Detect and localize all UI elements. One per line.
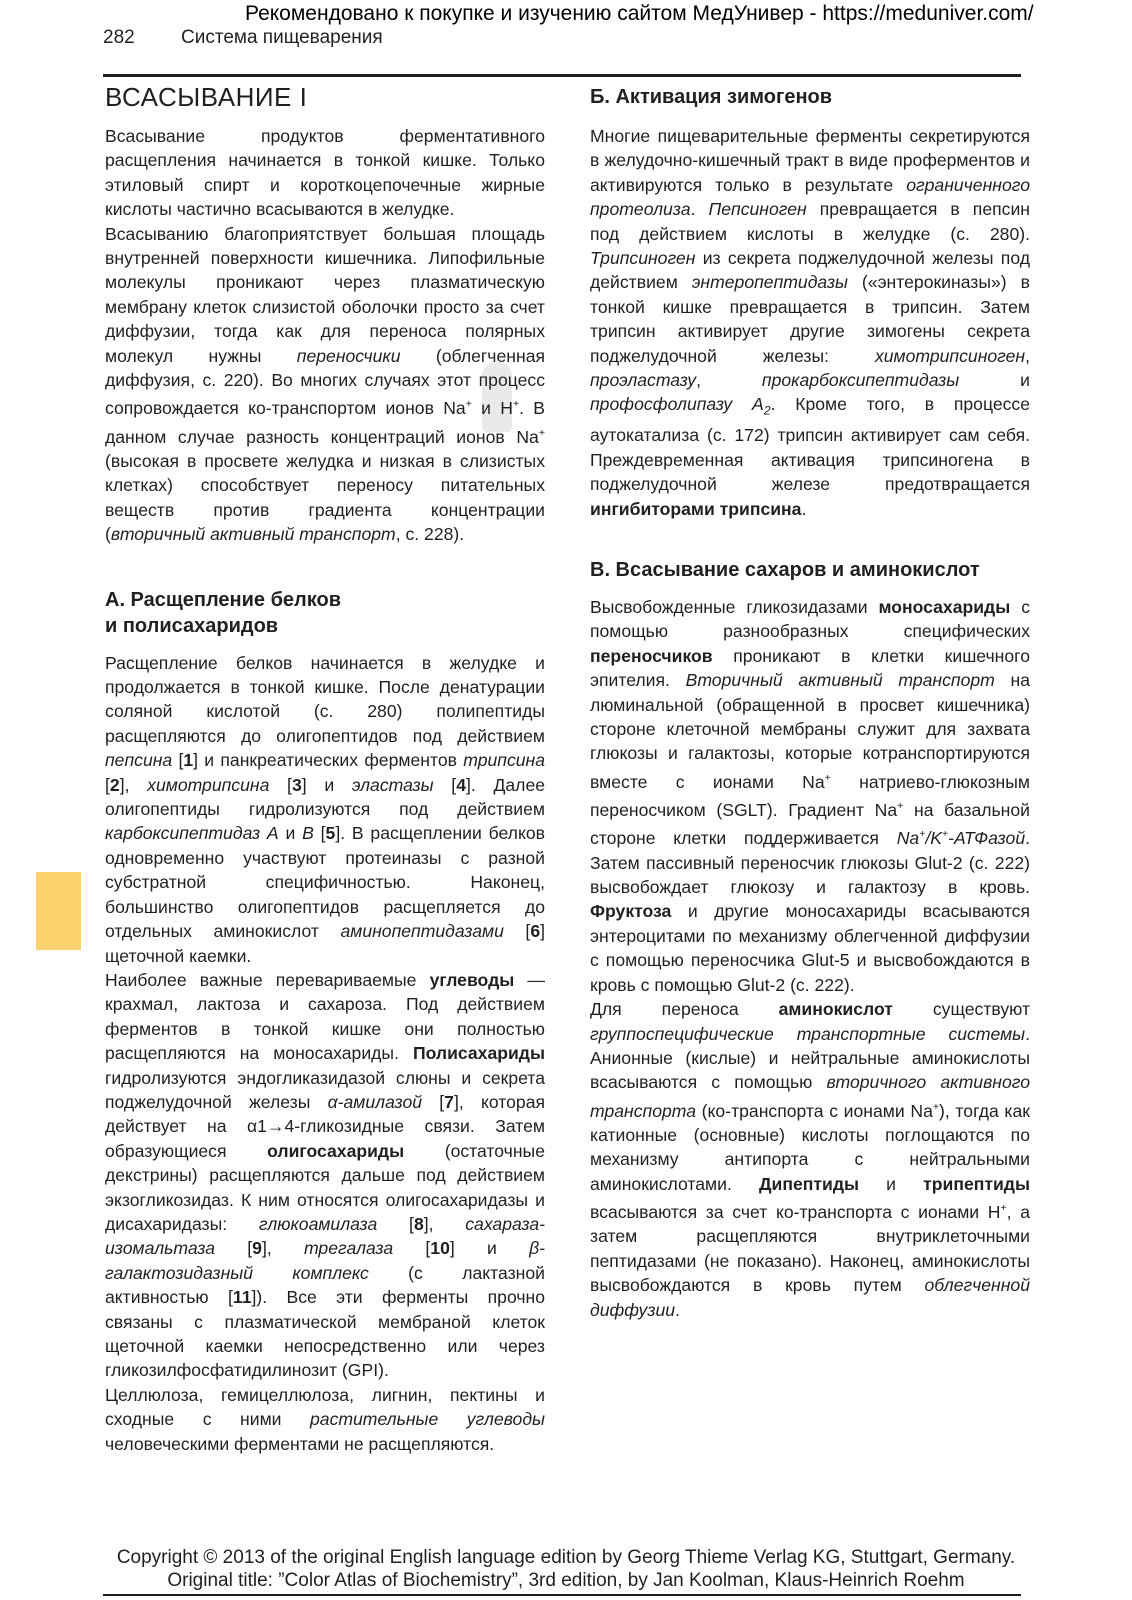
- intro-paragraph-2: Всасыванию благоприятствует большая площадь внутренней поверхности кишечника. Липофильные молекулы проникают через плазматическую мембрану клеток слизистой оболочки просто за счет диффузии, тогда как для переноса полярных молекул нужны переносчики (облегченная диффузия, с. 220). Во многих случаях этот процесс сопровождается ко-транспортом ионов Na+ и H+. В данном случае разность концентраций ионов Na+ (высокая в просвете желудка и низкая в слизистых клетках) способствует переносу питательных веществ против градиента концентрации (вторичный активный транспорт, с. 228).: [105, 223, 546, 545]
- copyright-line-1: Copyright © 2013 of the original English language edition by Georg Thieme Verlag KG, Stuttgart, Germany.: [116, 1547, 1016, 1568]
- intro-paragraph-1: Всасывание продуктов ферментативного расщепления начинается в тонкой кишке. Только этиловый спирт и короткоцепочечные жирные кислоты частично всасываются в желудке.: [105, 126, 545, 220]
- section-a-heading: [105, 587, 545, 639]
- section-a-paragraph-3: Целлюлоза, гемицеллюлоза, лигнин, пектины и сходные с ними растительные углеводы человеческими ферментами не расщепляются.: [105, 1384, 545, 1454]
- page-number: 282: [103, 27, 135, 48]
- section-c-paragraph-1: Высвобожденные гликозидазами моносахариды с помощью разнообразных специфических переносчиков проникают в клетки кишечного эпителия. Вторичный активный транспорт на люминальной (обращенной в просвет кишечника) стороне клеточной мембраны служит для захвата глюкозы и галактозы, которые котранспортируются вместе с ионами Na+ натриево-глюкозным переносчиком (SGLT). Градиент Na+ на базальной стороне клетки поддерживается Na+/K+-АТФазой. Затем пассивный переносчик глюкозы Glut-2 (с. 222) высвобождает глюкозу и галактозу в кровь. Фруктоза и другие моносахариды всасываются энтероцитами по механизму облегченной диффузии с помощью переносчика Glut-5 и высвобождаются в кровь с помощью Glut-2 (с. 222).: [590, 597, 1031, 995]
- left-column: [105, 124, 545, 1456]
- header-rule: [103, 74, 1021, 77]
- copyright-footer: [0, 1546, 1132, 1592]
- site-watermark: Рекомендовано к покупке и изучению сайтом МедУнивер - https://meduniver.com/: [245, 2, 1034, 25]
- section-a-heading-line-1: А. Расщепление белков: [105, 588, 342, 611]
- section-a-paragraph-1: Расщепление белков начинается в желудке и продолжается в тонкой кишке. После денатурации соляной кислотой (с. 280) полипептиды расщепляются до олигопептидов под действием пепсина [1] и панкреатических ферментов трипсина [2], химотрипсина [3] и эластазы [4]. Далее олигопептиды гидролизуются под действием карбоксипептидаз А и В [5]. В расщеплении белков одновременно участвуют протеиназы с разной субстратной специфичностью. Наконец, большинство олигопептидов расщепляется до отдельных аминокислот аминопептидазами [6] щеточной каемки.: [105, 652, 546, 966]
- section-b-heading: Б. Активация зимогенов: [590, 86, 833, 108]
- section-c-paragraph-2: Для переноса аминокислот существуют группоспецифические транспортные системы. Анионные (кислые) и нейтральные аминокислоты всасываются с помощью вторичного активного транспорта (ко-транспорта с ионами Na+), тогда как катионные (основные) кислоты поглощаются по механизму антипорта с нейтральными аминокислотами. Дипептиды и трипептиды всасываются за счет ко-транспорта с ионами H+, а затем расщепляются внутриклеточными пептидазами (не показано). Наконец, аминокислоты высвобождаются в кровь путем облегченной диффузии.: [590, 999, 1031, 1320]
- section-color-tab: [36, 872, 81, 950]
- footer-rule: [103, 1594, 1021, 1596]
- section-a-heading-line-2: и полисахаридов: [105, 614, 279, 637]
- section-b-paragraph-1: Многие пищеварительные ферменты секретируются в желудочно-кишечный тракт в виде проферментов и активируются только в результате ограниченного протеолиза. Пепсиноген превращается в пепсин под действием кислоты в желудке (с. 280). Трипсиноген из секрета поджелудочной железы под действием энтеропептидазы («энтерокиназы») в тонкой кишке превращается в трипсин. Затем трипсин активирует другие зимогены секрета поджелудочной железы: химотрипсиноген, проэластазу, прокарбоксипептидазы и профосфолипазу $A_2$. Кроме того, в процессе аутокатализа (с. 172) трипсин активирует сам себя. Преждевременная активация трипсиногена в поджелудочной железе предотвращается ингибиторами трипсина.: [590, 126, 1031, 519]
- section-c-heading: В. Всасывание сахаров и аминокислот: [590, 559, 980, 582]
- running-title: Система пищеварения: [181, 27, 383, 48]
- copyright-line-2: Original title: ”Color Atlas of Biochemistry”, 3rd edition, by Jan Koolman, Klaus-Heinrich Roehm: [167, 1570, 965, 1591]
- page-title: ВСАСЫВАНИЕ I: [105, 82, 308, 112]
- right-column: [590, 86, 1031, 1322]
- section-a-paragraph-2: Наиболее важные перевариваемые углеводы — крахмал, лактоза и сахароза. Под действием ферментов в тонкой кишке они полностью расщепляются на моносахариды. Полисахариды гидролизуются эндогликазидазой слюны и секрета поджелудочной железы α-амилазой [7], которая действует на α1→4-гликозидные связи. Затем образующиеся олигосахариды (остаточные декстрины) расщепляются дальше под действием экзогликозидаз. К ним относятся олигосахаридазы и дисахаридазы: глюкоамилаза [8], сахараза-изомальтаза [9], трегалаза [10] и β-галактозидазный комплекс (с лактазной активностью [11]). Все эти ферменты прочно связаны с плазматической мембраной клеток щеточной каемки непосредственно или через гликозилфосфатидилинозит (GPI).: [105, 969, 546, 1381]
